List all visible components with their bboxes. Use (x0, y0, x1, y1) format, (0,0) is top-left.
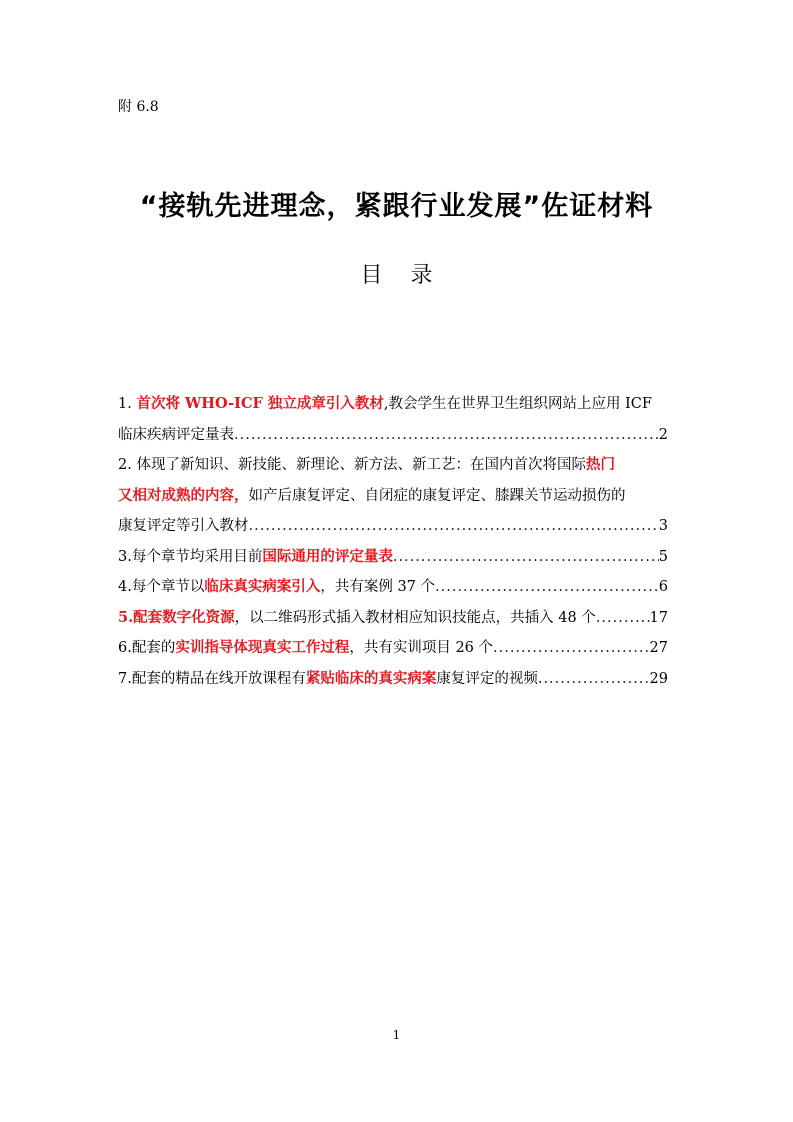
toc-item-3-text: 3.每个章节均采用目前 (118, 548, 263, 565)
toc-item-2-line-2 (118, 484, 668, 515)
toc-item-3-highlight: 国际通用的评定量表 (262, 547, 393, 565)
toc-item-5[interactable] (118, 606, 668, 637)
toc-item-4[interactable] (118, 575, 668, 606)
toc-item-3[interactable] (118, 545, 668, 576)
toc-item-4-text-b: ，共有案例 37 个 (320, 579, 436, 595)
toc-item-2-line-1 (118, 453, 668, 484)
toc-item-7-text-b: 康复评定的视频 (436, 670, 538, 687)
toc-item-6[interactable] (118, 636, 668, 667)
leader-dots (538, 671, 650, 687)
leader-dots (393, 549, 659, 565)
document-title: “接轨先进理念，紧跟行业发展”佐证材料 (139, 191, 654, 222)
toc-item-5-label (118, 606, 596, 627)
leader-dots (435, 579, 659, 595)
leader-dots (249, 518, 659, 534)
toc-item-6-label (118, 636, 493, 657)
toc-item-7-highlight: 紧贴临床的真实病案 (305, 669, 437, 687)
toc-heading-char-1: 目 (360, 263, 383, 288)
leader-dots (234, 427, 659, 443)
toc-item-2-text: 2. 体现了新知识、新技能、新理论、新方法、新工艺：在国内首次将国际 (118, 457, 586, 473)
toc-item-2-page: 3 (658, 518, 668, 534)
toc-item-2-continuation: 康复评定等引入教材 (118, 518, 249, 534)
appendix-label: 附 6.8 (118, 99, 159, 115)
toc-item-2-text-b: 如产后康复评定、自闭症的康复评定、膝踝关节运动损伤的 (248, 487, 626, 504)
toc-item-4-label (118, 575, 435, 596)
toc-item-1-number: 1. (118, 396, 137, 412)
toc-heading-char-2: 录 (410, 263, 433, 288)
leader-dots (596, 610, 650, 626)
toc-item-7-page: 29 (649, 670, 668, 687)
toc-item-1-page: 2 (658, 426, 668, 443)
page-number: 1 (392, 1028, 401, 1042)
toc-item-1-text: ,教会学生在世界卫生组织网站上应用 ICF (383, 396, 652, 412)
toc-item-4-page: 6 (658, 579, 668, 595)
toc-item-4-text: 4.每个章节以 (118, 579, 205, 595)
toc-item-6-highlight: 实训指导体现真实工作过程 (175, 639, 350, 656)
table-of-contents (118, 392, 668, 697)
toc-item-6-text-b: ，共有实训项目 26 个 (349, 640, 494, 656)
toc-item-5-highlight: 5.配套数字化资源 (118, 608, 235, 626)
toc-item-7-label (118, 667, 538, 688)
toc-item-6-page: 27 (649, 640, 668, 656)
toc-item-4-highlight: 临床真实病案引入 (204, 578, 321, 595)
toc-item-1-continuation: 临床疾病评定量表 (118, 426, 234, 443)
toc-item-1-line-1 (118, 392, 668, 423)
toc-item-7[interactable] (118, 667, 668, 698)
toc-item-5-text: ，以二维码形式插入教材相应知识技能点，共插入 48 个 (234, 609, 596, 626)
leader-dots (493, 640, 650, 656)
toc-item-5-page: 17 (649, 609, 668, 626)
toc-item-1-highlight: 首次将 WHO-ICF 独立成章引入教材 (136, 395, 384, 412)
toc-heading (0, 258, 793, 289)
toc-item-1-line-2[interactable] (118, 423, 668, 454)
toc-item-2-line-3[interactable] (118, 514, 668, 545)
toc-item-6-text: 6.配套的 (118, 640, 176, 656)
toc-item-3-page: 5 (658, 548, 668, 565)
toc-item-2-highlight-b: 又相对成熟的内容， (118, 486, 249, 504)
toc-item-3-label (118, 545, 393, 566)
toc-item-7-text: 7.配套的精品在线开放课程有 (118, 670, 306, 687)
toc-item-2-highlight-a: 热门 (585, 456, 615, 473)
